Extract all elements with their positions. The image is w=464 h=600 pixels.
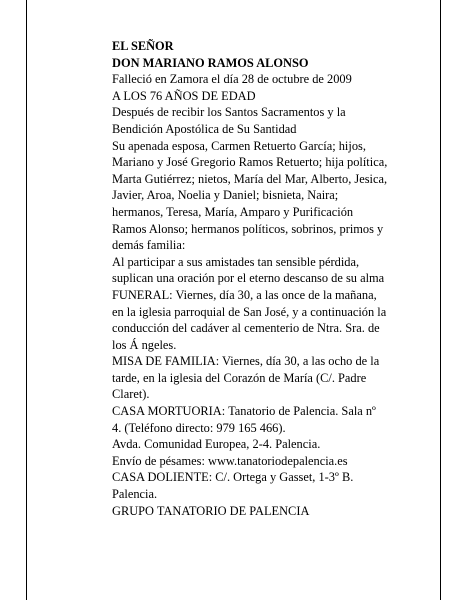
sacraments-line: Después de recibir los Santos Sacramentos y la [112,105,346,120]
family-mass-line: Claret). [112,387,150,402]
obituary-notice [112,38,434,519]
family-line: Su apenada esposa, Carmen Retuerto García; hijos, [112,138,366,153]
age-line: A LOS 76 AÑOS DE EDAD [112,88,256,103]
prayer-line: suplican una oración por el eterno descanso de su alma [112,271,385,286]
family-line: demás familia: [112,238,186,253]
family-line: Javier, Aroa, Noelia y Daniel; bisnieta, Naira; [112,188,339,203]
family-home-line: CASA DOLIENTE: C/. Ortega y Gasset, 1-3º B. [112,470,354,485]
right-border-line [440,0,441,600]
family-line: Marta Gutiérrez; nietos, María del Mar, Alberto, Jesica, [112,171,388,186]
funeral-line: conducción del cadáver al cementerio de Ntra. Sra. de [112,321,380,336]
family-mass-line: tarde, en la iglesia del Corazón de María (C/. Padre [112,370,367,385]
prayer-line: Al participar a sus amistades tan sensible pérdida, [112,254,360,269]
funeral-line: en la iglesia parroquial de San José, y a continuación la [112,304,387,319]
funeral-group-line: GRUPO TANATORIO DE PALENCIA [112,503,310,518]
death-info: Falleció en Zamora el día 28 de octubre de 2009 [112,72,352,87]
deceased-name: DON MARIANO RAMOS ALONSO [112,55,309,70]
family-line: Mariano y José Gregorio Ramos Retuerto; hija política, [112,155,388,170]
family-line: Ramos Alonso; hermanos políticos, sobrinos, primos y [112,221,384,236]
funeral-line: FUNERAL: Viernes, día 30, a las once de la mañana, [112,287,377,302]
mortuary-address-line: Avda. Comunidad Europea, 2-4. Palencia. [112,437,321,452]
sacraments-line: Bendición Apostólica de Su Santidad [112,121,297,136]
family-line: hermanos, Teresa, María, Amparo y Purificación [112,204,354,219]
left-border-line [26,0,27,600]
condolences-line: Envío de pésames: www.tanatoriodepalencia.es [112,453,348,468]
heading-line: EL SEÑOR [112,39,174,53]
mortuary-line: CASA MORTUORIA: Tanatorio de Palencia. Sala nº [112,404,376,419]
family-home-city-line: Palencia. [112,487,158,502]
family-mass-line: MISA DE FAMILIA: Viernes, día 30, a las ocho de la [112,354,380,369]
mortuary-phone-line: 4. (Teléfono directo: 979 165 466). [112,420,286,435]
funeral-line: los Á ngeles. [112,337,177,352]
